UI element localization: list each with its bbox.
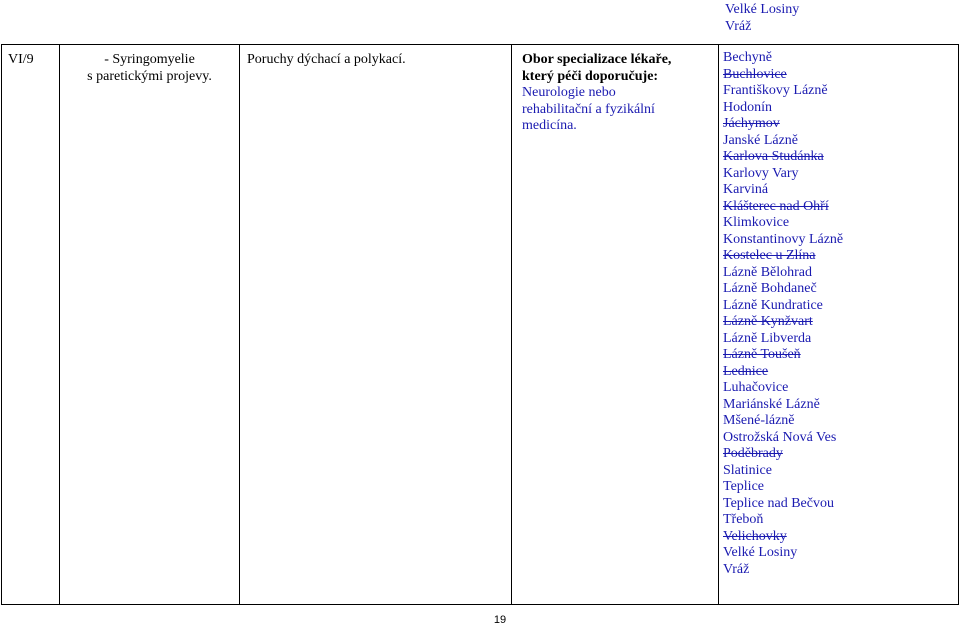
spa-item: Františkovy Lázně xyxy=(723,83,828,98)
spa-item: Vráž xyxy=(723,561,750,577)
spa-item: Lázně Toušeň xyxy=(723,347,801,362)
spa-item: Klášterec nad Ohří xyxy=(723,198,829,214)
spa-item: Lázně Kynžvart xyxy=(723,314,813,329)
spa-item: Karlovy Vary xyxy=(723,165,799,181)
spa-item: Hodonín xyxy=(723,99,772,115)
spa-item: Třeboň xyxy=(723,512,764,527)
spa-item: Mariánské Lázně xyxy=(723,396,820,412)
spa-item: Teplice nad Bečvou xyxy=(723,495,834,511)
indication-table xyxy=(1,44,959,605)
specialty-title-line: který péči doporučuje: xyxy=(522,68,659,84)
spa-item: Janské Lázně xyxy=(723,132,799,148)
spa-item: Luhačovice xyxy=(723,380,789,395)
spa-item: Mšené-lázně xyxy=(723,413,795,428)
spa-item: Vráž xyxy=(725,18,752,34)
spa-item: Lednice xyxy=(723,363,769,379)
diagnosis-line: s paretickými projevy. xyxy=(87,68,212,84)
page-number: 19 xyxy=(493,614,507,626)
conditions-text: Poruchy dýchací a polykací. xyxy=(247,52,406,67)
page-number-wrap xyxy=(0,614,960,626)
indication-code-cell xyxy=(2,45,60,605)
specialty-cell xyxy=(512,45,719,605)
specialty-line: rehabilitační a fyzikální xyxy=(522,101,655,117)
indication-code: VI/9 xyxy=(8,52,34,67)
spa-item: Lázně Kundratice xyxy=(723,297,823,313)
spa-item: Lázně Bělohrad xyxy=(723,264,813,280)
table-row xyxy=(2,45,959,605)
spa-item: Velichovky xyxy=(723,528,787,544)
diagnosis-cell xyxy=(60,45,240,605)
spa-item: Lázně Libverda xyxy=(723,330,812,346)
spa-item: Buchlovice xyxy=(723,66,787,82)
spa-list-cell xyxy=(719,45,959,605)
specialty-line: Neurologie nebo xyxy=(522,85,616,100)
spa-item: Poděbrady xyxy=(723,446,783,461)
specialty-line: medicína. xyxy=(522,118,577,133)
conditions-cell xyxy=(240,45,512,605)
spa-item: Teplice xyxy=(723,479,764,494)
spa-item: Karlova Studánka xyxy=(723,149,824,164)
continued-spa-list xyxy=(725,2,799,35)
spa-item: Velké Losiny xyxy=(723,545,798,560)
specialty-title-line: Obor specializace lékaře, xyxy=(522,52,672,67)
spa-item: Kostelec u Zlína xyxy=(723,248,816,263)
spa-item: Bechyně xyxy=(723,50,772,65)
spa-item: Ostrožská Nová Ves xyxy=(723,429,837,445)
spa-item: Karviná xyxy=(723,182,769,197)
spa-item: Jáchymov xyxy=(723,116,780,131)
spa-item: Konstantinovy Lázně xyxy=(723,231,844,247)
spa-list xyxy=(719,45,958,578)
spa-item: Slatinice xyxy=(723,462,772,478)
spa-item: Lázně Bohdaneč xyxy=(723,281,817,296)
diagnosis-line: - Syringomyelie xyxy=(104,52,195,67)
spa-item: Velké Losiny xyxy=(725,2,800,17)
spa-item: Klimkovice xyxy=(723,215,790,230)
